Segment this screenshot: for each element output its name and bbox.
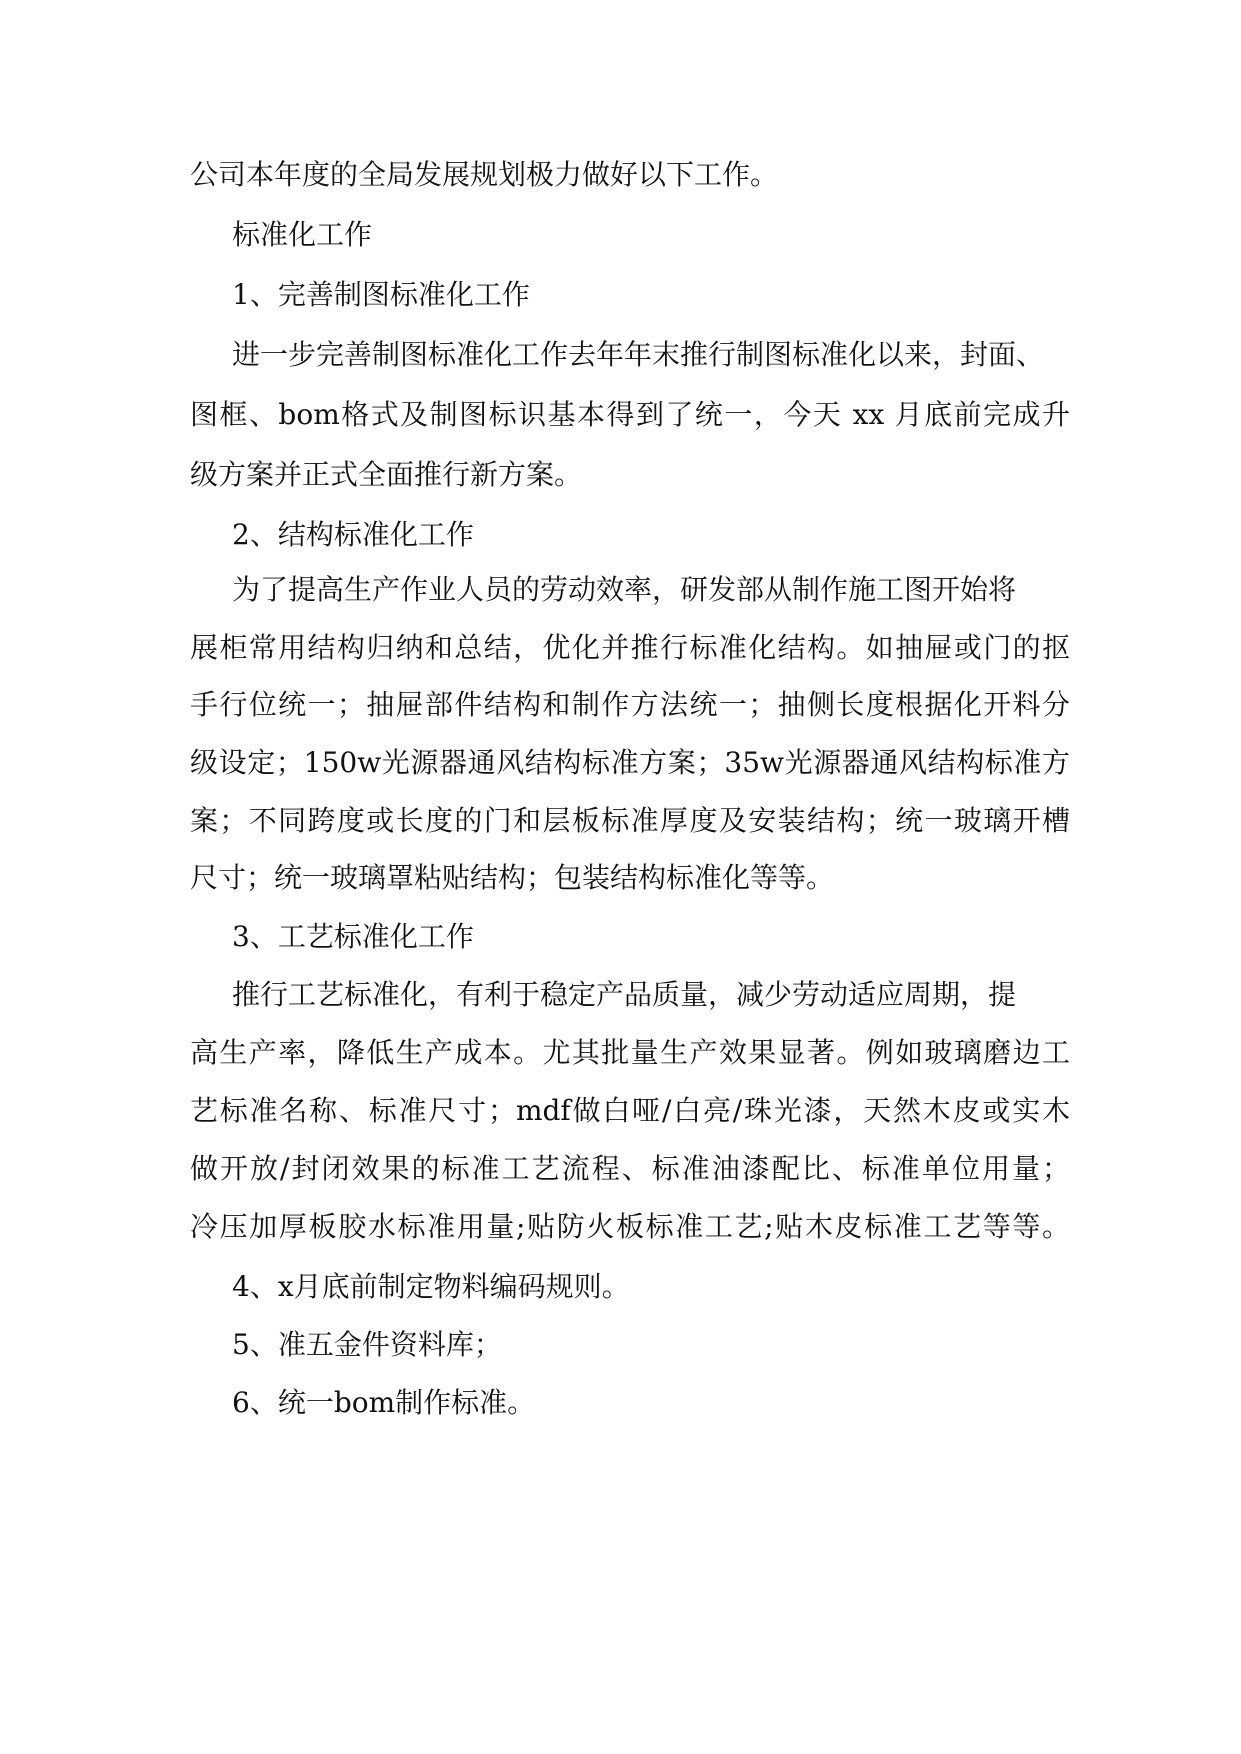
paragraph-line: 冷压加厚板胶水标准用量;贴防火板标准工艺;贴木皮标准工艺等等。: [190, 1210, 1070, 1243]
subsection-heading: 1、完善制图标准化工作: [232, 278, 530, 311]
paragraph-line: 展柜常用结构归纳和总结，优化并推行标准化结构。如抽屉或门的抠: [190, 631, 1070, 664]
subsection-heading: 2、结构标准化工作: [232, 518, 474, 551]
subsection-heading: 3、工艺标准化工作: [232, 920, 474, 953]
paragraph-line: 级方案并正式全面推行新方案。: [190, 458, 583, 491]
paragraph-line: 图框、bom格式及制图标识基本得到了统一，今天 xx 月底前完成升: [190, 398, 1070, 431]
paragraph-line: 公司本年度的全局发展规划极力做好以下工作。: [190, 158, 779, 191]
list-item: 6、统一bom制作标准。: [232, 1386, 536, 1419]
list-item: 5、准五金件资料库；: [232, 1328, 502, 1361]
paragraph-line: 高生产率，降低生产成本。尤其批量生产效果显著。例如玻璃磨边工: [190, 1036, 1070, 1069]
paragraph-line: 级设定；150w光源器通风结构标准方案；35w光源器通风结构标准方: [190, 746, 1070, 779]
paragraph-line: 艺标准名称、标准尺寸；mdf做白哑/白亮/珠光漆，天然木皮或实木: [190, 1094, 1070, 1127]
paragraph-line: 为了提高生产作业人员的劳动效率，研发部从制作施工图开始将: [232, 573, 1017, 606]
paragraph-line: 做开放/封闭效果的标准工艺流程、标准油漆配比、标准单位用量；: [190, 1152, 1070, 1185]
paragraph-line: 手行位统一；抽屉部件结构和制作方法统一；抽侧长度根据化开料分: [190, 688, 1070, 721]
list-item: 4、x月底前制定物料编码规则。: [232, 1270, 630, 1303]
paragraph-line: 案；不同跨度或长度的门和层板标准厚度及安装结构；统一玻璃开槽: [190, 804, 1070, 837]
section-heading: 标准化工作: [232, 218, 373, 251]
paragraph-line: 尺寸；统一玻璃罩粘贴结构；包装结构标准化等等。: [190, 861, 835, 894]
paragraph-line: 推行工艺标准化，有利于稳定产品质量，减少劳动适应周期，提: [232, 978, 1017, 1011]
paragraph-line: 进一步完善制图标准化工作去年年末推行制图标准化以来，封面、: [232, 338, 1045, 371]
